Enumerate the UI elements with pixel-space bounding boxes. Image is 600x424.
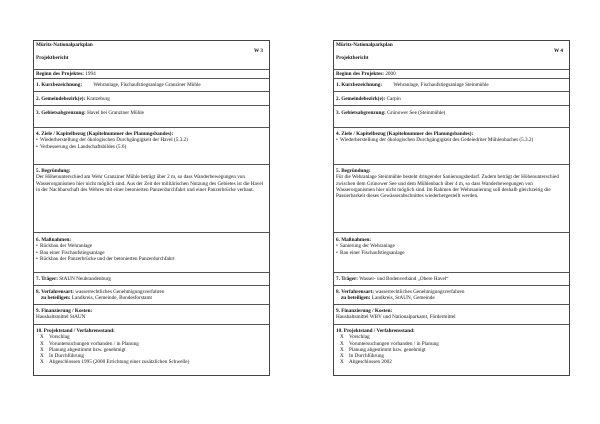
plan-title: Müritz-Nationalparkplan: [36, 42, 93, 48]
s8-label: 8. Verfahrensart:: [36, 289, 74, 295]
s3-label: 3. Gebietsabgrenzung:: [36, 110, 86, 116]
status-item: X Abgeschlossen 1995 (2000 Errichtung einer zusätzlichen Schwelle): [40, 359, 190, 366]
list-item: • Wiederherstellung der ökologischen Durchgängigkeit der Havel (5.3.2): [36, 137, 267, 143]
s5-text: Für die Wehranlage Steinmühle besteht dringender Sanierungsbedarf. Zudem beträgt der Höhenunterschied zwischen dem Grünower See und dem Mühlenbach über 4 m, so dass Wanderbewegungen von Wasserorganismen hier nicht möglich sind. Im Rahmen der Wehrsanierung soll deshalb gleichzeitig die Passierbarkeit dieses Gewässerabschnittes wiederhergestellt werden.: [336, 174, 559, 200]
s8-value: wasserrechtliches Genehmigungsverfahren: [375, 289, 465, 295]
s8-label: 8. Verfahrensart:: [336, 289, 374, 295]
s7-value: Wasser- und Bodenverband „Obere Havel“: [359, 276, 449, 282]
s3-value: Grünower See (Steinmühle): [387, 110, 446, 116]
section-7: [34, 273, 269, 286]
status-item: X In Durchführung: [340, 353, 385, 360]
s5-label: 5. Begründung:: [36, 168, 71, 174]
s4-label: 4. Ziele / Kapitelbezug (Kapitelnummer des Planungsbandes):: [336, 131, 474, 137]
s9-value: Haushaltsmittel StAUN: [36, 314, 86, 321]
section-2: [334, 92, 569, 106]
status-item: X In Durchführung: [40, 353, 85, 360]
section-2: [34, 92, 269, 106]
status-item: X Voruntersuchungen vorhanden / in Planung: [340, 340, 439, 347]
section-1: [34, 79, 269, 92]
section-4: [334, 128, 569, 165]
s10-label: 10. Projektstand / Verfahrensstand:: [336, 328, 415, 334]
s4-label: 4. Ziele / Kapitelbezug (Kapitelnummer des Planungsbandes):: [36, 131, 174, 137]
status-item: X Planung abgestimmt bzw. genehmigt: [40, 346, 126, 353]
s7-label: 7. Träger:: [36, 276, 58, 282]
s1-value: Wehranlage, Fischaufstiegsanlage Steinmühle: [393, 82, 489, 88]
s1-label: 1. Kurzbezeichnung:: [36, 82, 83, 88]
section-8: [34, 286, 269, 305]
s8-value: wasserrechtliches Genehmigungsverfahren: [75, 289, 165, 295]
start-row: [34, 70, 269, 79]
s2-label: 2. Gemeindebezirk(e):: [336, 96, 386, 102]
status-item: X Abgeschlossen 2002: [340, 359, 392, 366]
s9-label: 9. Finanzierung / Kosten:: [336, 308, 393, 314]
section-6: [34, 233, 269, 273]
list-item: • Bau einer Fischaufstiegsanlage: [336, 250, 567, 256]
start-value: 1994: [85, 71, 96, 77]
list-item: • Sanierung der Wehranlage: [336, 243, 567, 249]
section-9: [34, 305, 269, 325]
s3-label: 3. Gebietsabgrenzung:: [336, 110, 386, 116]
s1-value: Wehranlage, Fischaufstiegsanlage Granziner Mühle: [93, 82, 201, 88]
list-item: • Wiederherstellung der ökologischen Durchgängigkeit des Gedeiedriter Mühlenbaches (5.3.2): [336, 137, 567, 143]
status-item: X Voruntersuchungen vorhanden / in Planung: [40, 340, 139, 347]
s3-value: Havel bei Granziner Mühle: [87, 110, 144, 116]
project-sheet-w4: [333, 40, 570, 376]
s6-label: 6. Maßnahmen:: [36, 237, 72, 243]
list-item: • Rückbau der Wehranlage: [36, 243, 267, 249]
s5-text: Der Höhenunterschied am Wehr Granziner Mühle beträgt über 2 m, so dass Wanderbewegungen von Wasserorganismen hier nicht möglich sind. Aus der Zeit der militärischen Nutzung des Gebietes ist die Havel in der Nachbarschaft des Wehres mit einer betonierten Panzerdurchfahrt und einer Panzerbrücke verbaut.: [36, 174, 264, 193]
list-item: • Verbesserung des Landschaftsbildes (5.6): [36, 144, 267, 150]
s9-label: 9. Finanzierung / Kosten:: [36, 308, 93, 314]
project-sheet-w3: [33, 40, 270, 376]
start-row: [334, 70, 569, 79]
s8-sub-label: zu beteiligen:: [341, 295, 371, 302]
section-5: [334, 165, 569, 233]
s2-value: Carpin: [386, 96, 401, 102]
section-5: [34, 165, 269, 233]
s7-label: 7. Träger:: [336, 276, 358, 282]
start-label: Beginn des Projektes:: [336, 71, 385, 77]
section-4: [34, 128, 269, 165]
s6-label: 6. Maßnahmen:: [336, 237, 372, 243]
section-3: [34, 106, 269, 128]
s8-sub-value: Landkreis, Gemeinde, Bundesforstamt: [71, 295, 152, 302]
section-7: [334, 273, 569, 286]
list-item: • Rückbau der Panzerbrücke und der betonierten Panzerdurchfahrt: [36, 256, 267, 262]
start-value: 2000: [385, 71, 396, 77]
start-label: Beginn des Projektes:: [36, 71, 85, 77]
s10-label: 10. Projektstand / Verfahrensstand:: [36, 328, 115, 334]
project-code: W 4: [554, 48, 563, 55]
s5-label: 5. Begründung:: [336, 168, 371, 174]
s2-label: 2. Gemeindebezirk(e):: [36, 96, 86, 102]
s7-value: StAUN Neubrandenburg: [59, 276, 111, 282]
list-item: • Bau einer Fischaufstiegsanlage: [36, 250, 267, 256]
s8-sub-label: zu beteiligen:: [41, 295, 71, 302]
plan-title: Müritz-Nationalparkplan: [336, 42, 393, 48]
section-1: [334, 79, 569, 92]
project-code: W 3: [254, 48, 263, 55]
status-item: X Vorschlag: [40, 334, 70, 341]
s2-value: Kratzeburg: [86, 96, 110, 102]
sheet-header: [34, 41, 269, 70]
report-subtitle: Projektbericht: [336, 54, 369, 61]
section-8: [334, 286, 569, 305]
status-item: X Vorschlag: [340, 334, 370, 341]
s1-label: 1. Kurzbezeichnung:: [336, 82, 383, 88]
section-6: [334, 233, 569, 273]
s8-sub-value: Landkreis, StAUN, Gemeinde: [371, 295, 435, 302]
sheet-header: [334, 41, 569, 70]
section-10: [34, 325, 269, 375]
section-10: [334, 325, 569, 375]
report-subtitle: Projektbericht: [36, 54, 69, 61]
section-9: [334, 305, 569, 325]
s9-value: Haushaltsmittel WBV und Nationalparkamt, Fördermittel: [336, 314, 456, 321]
status-item: X Planung abgestimmt bzw. genehmigt: [340, 346, 426, 353]
section-3: [334, 106, 569, 128]
